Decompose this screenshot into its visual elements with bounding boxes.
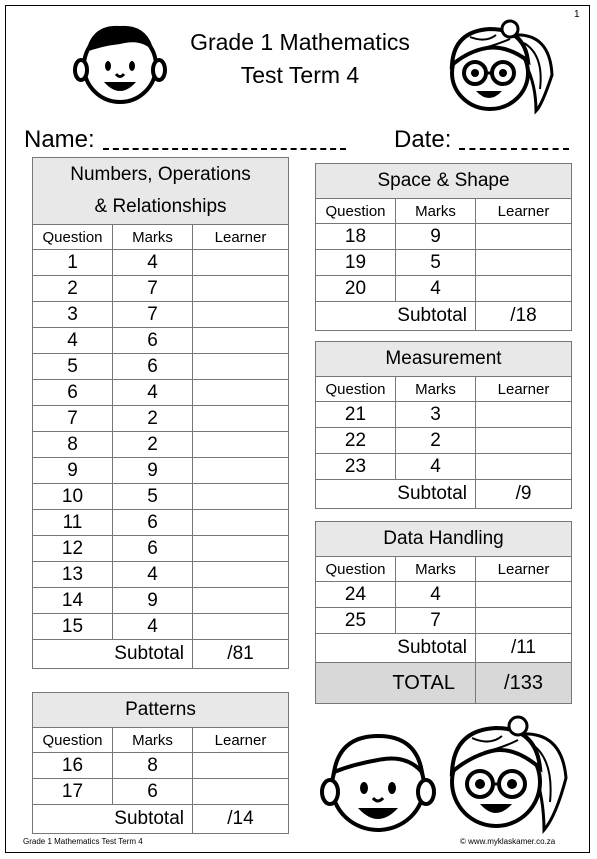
numbers-section-title [33,158,289,225]
marks-header: Marks [113,225,193,250]
learner-score-cell[interactable] [193,484,289,510]
learner-score-cell[interactable] [193,614,289,640]
question-number: 13 [33,562,113,588]
learner-score-cell[interactable] [476,454,572,480]
marks-value: 6 [113,779,193,805]
date-line[interactable] [459,148,569,150]
measurement-table [315,341,572,509]
question-number: 2 [33,276,113,302]
question-number: 12 [33,536,113,562]
numbers-title-line1: Numbers, Operations [70,164,251,185]
marks-value: 4 [113,380,193,406]
table-row [316,428,572,454]
subtotal-label: Subtotal [316,634,476,663]
footer-copyright: © www.myklaskamer.co.za [460,837,556,846]
space-shape-table [315,163,572,331]
learner-score-cell[interactable] [193,250,289,276]
learner-score-cell[interactable] [476,250,572,276]
total-label: TOTAL [316,663,476,704]
table-row [33,484,289,510]
worksheet-title: Grade 1 Mathematics [190,29,410,55]
patterns-section-title: Patterns [33,693,289,728]
marks-header: Marks [396,199,476,224]
patterns-table [32,692,289,834]
subtotal-value: /9 [476,480,572,509]
marks-header: Marks [396,377,476,402]
marks-value: 3 [396,402,476,428]
learner-header: Learner [193,728,289,753]
girl-face-icon [440,712,572,838]
page-number: 1 [574,9,580,20]
question-number: 16 [33,753,113,779]
question-number: 24 [316,582,396,608]
learner-header: Learner [476,377,572,402]
learner-score-cell[interactable] [193,328,289,354]
space-shape-section-title: Space & Shape [316,164,572,199]
marks-value: 7 [113,302,193,328]
learner-score-cell[interactable] [193,536,289,562]
marks-value: 4 [396,582,476,608]
question-number: 7 [33,406,113,432]
learner-header: Learner [476,199,572,224]
table-row [33,779,289,805]
question-number: 10 [33,484,113,510]
question-header: Question [316,199,396,224]
table-row [33,328,289,354]
question-number: 4 [33,328,113,354]
marks-value: 4 [113,250,193,276]
marks-value: 7 [396,608,476,634]
date-label: Date: [394,126,452,153]
learner-score-cell[interactable] [476,224,572,250]
boy-face-icon [318,726,438,836]
learner-header: Learner [193,225,289,250]
question-number: 21 [316,402,396,428]
question-number: 9 [33,458,113,484]
learner-score-cell[interactable] [193,354,289,380]
marks-value: 7 [113,276,193,302]
learner-score-cell[interactable] [476,582,572,608]
question-number: 3 [33,302,113,328]
question-number: 11 [33,510,113,536]
learner-score-cell[interactable] [193,779,289,805]
table-row [33,614,289,640]
marks-value: 2 [113,406,193,432]
table-row [33,380,289,406]
marks-value: 5 [396,250,476,276]
marks-value: 8 [113,753,193,779]
learner-header: Learner [476,557,572,582]
question-number: 19 [316,250,396,276]
marks-value: 6 [113,510,193,536]
data-handling-section-title: Data Handling [316,522,572,557]
marks-value: 4 [396,276,476,302]
learner-score-cell[interactable] [476,276,572,302]
table-row [33,406,289,432]
question-number: 6 [33,380,113,406]
table-row [33,250,289,276]
table-row [316,276,572,302]
question-number: 15 [33,614,113,640]
question-number: 22 [316,428,396,454]
learner-score-cell[interactable] [193,276,289,302]
total-value: /133 [476,663,572,704]
table-row [33,432,289,458]
marks-value: 6 [113,354,193,380]
learner-score-cell[interactable] [193,458,289,484]
table-row [33,276,289,302]
subtotal-label: Subtotal [33,805,193,834]
question-header: Question [316,557,396,582]
table-row [316,402,572,428]
learner-score-cell[interactable] [476,402,572,428]
marks-value: 2 [396,428,476,454]
subtotal-label: Subtotal [316,302,476,331]
data-handling-table [315,521,572,704]
question-header: Question [33,728,113,753]
subtotal-value: /11 [476,634,572,663]
marks-value: 9 [113,588,193,614]
table-row [316,454,572,480]
table-row [33,354,289,380]
question-number: 18 [316,224,396,250]
subtotal-value: /18 [476,302,572,331]
marks-value: 9 [113,458,193,484]
marks-value: 6 [113,536,193,562]
worksheet-subtitle: Test Term 4 [240,62,360,88]
learner-score-cell[interactable] [193,562,289,588]
question-number: 8 [33,432,113,458]
question-number: 5 [33,354,113,380]
numbers-operations-table [32,157,289,669]
table-row [316,608,572,634]
marks-header: Marks [396,557,476,582]
subtotal-value: /81 [193,640,289,669]
table-row [33,536,289,562]
table-row [33,458,289,484]
marks-value: 9 [396,224,476,250]
marks-value: 5 [113,484,193,510]
question-number: 25 [316,608,396,634]
measurement-section-title: Measurement [316,342,572,377]
table-row [33,510,289,536]
name-label: Name: [24,126,95,153]
question-number: 1 [33,250,113,276]
learner-score-cell[interactable] [193,432,289,458]
question-header: Question [33,225,113,250]
marks-value: 6 [113,328,193,354]
subtotal-label: Subtotal [316,480,476,509]
table-row [33,753,289,779]
marks-value: 4 [396,454,476,480]
footer-title: Grade 1 Mathematics Test Term 4 [23,837,143,846]
marks-header: Marks [113,728,193,753]
question-number: 23 [316,454,396,480]
numbers-title-line2: & Relationships [94,196,227,217]
table-row [33,588,289,614]
question-header: Question [316,377,396,402]
question-number: 17 [33,779,113,805]
learner-score-cell[interactable] [476,608,572,634]
marks-value: 4 [113,614,193,640]
learner-score-cell[interactable] [476,428,572,454]
question-number: 20 [316,276,396,302]
table-row [316,582,572,608]
table-row [316,250,572,276]
table-row [33,302,289,328]
table-row [316,224,572,250]
learner-score-cell[interactable] [193,302,289,328]
subtotal-value: /14 [193,805,289,834]
learner-score-cell[interactable] [193,510,289,536]
name-line[interactable] [103,148,346,150]
question-number: 14 [33,588,113,614]
learner-score-cell[interactable] [193,588,289,614]
table-row [33,562,289,588]
marks-value: 2 [113,432,193,458]
subtotal-label: Subtotal [33,640,193,669]
learner-score-cell[interactable] [193,380,289,406]
learner-score-cell[interactable] [193,753,289,779]
marks-value: 4 [113,562,193,588]
girl-face-icon [440,15,558,115]
learner-score-cell[interactable] [193,406,289,432]
